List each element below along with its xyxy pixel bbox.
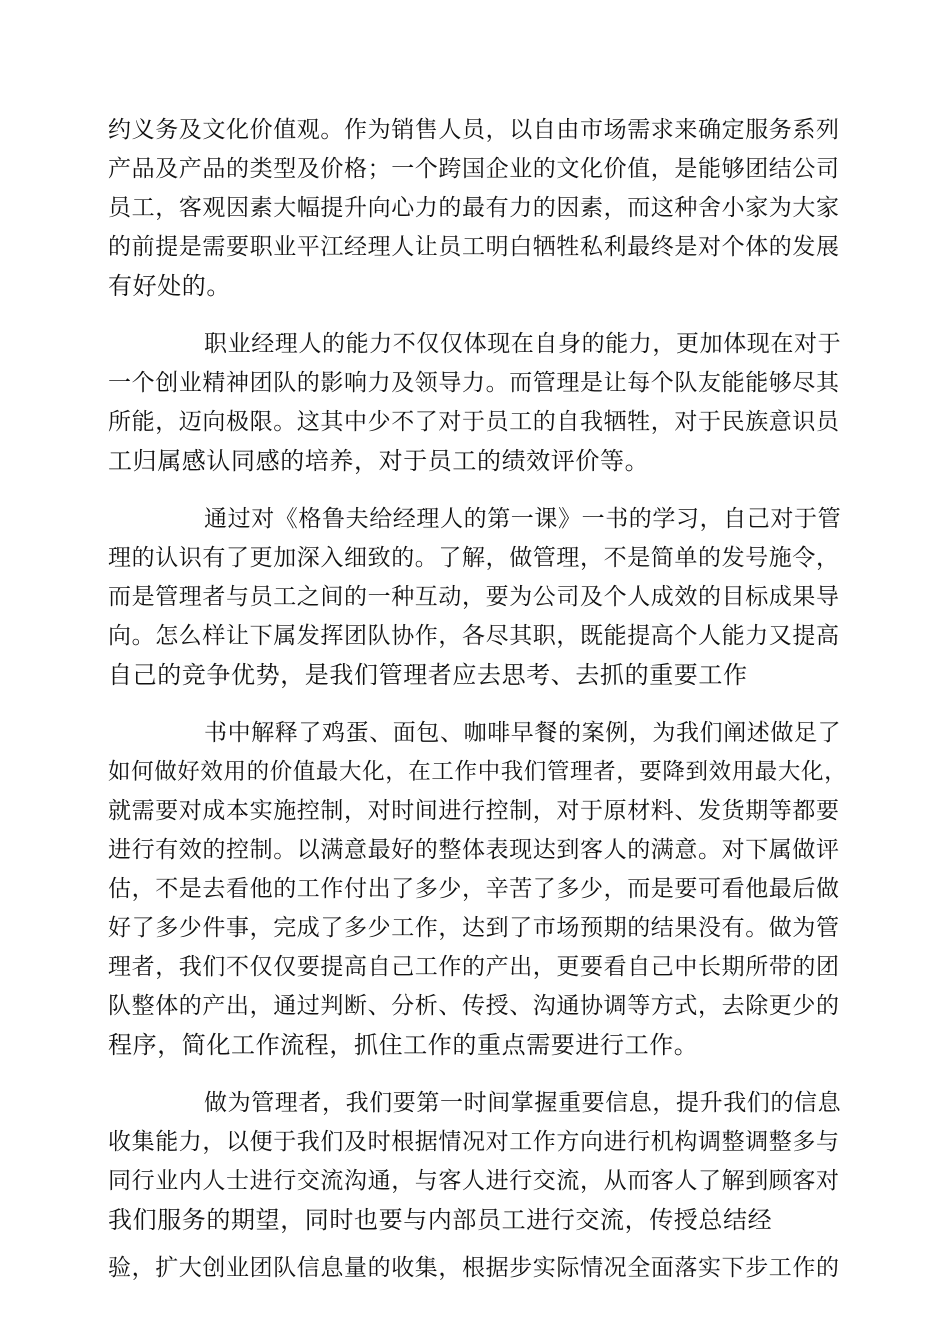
text-line: 程序，简化工作流程，抓住工作的重点需要进行工作。 <box>108 1031 699 1059</box>
text-line: 验，扩大创业团队信息量的收集，根据步实际情况全面落实下步工作的 <box>108 1255 840 1281</box>
text-line: 如何做好效用的价值最大化，在工作中我们管理者，要降到效用最大化， <box>108 759 848 785</box>
text-line: 好了多少件事，完成了多少工作，达到了市场预期的结果没有。做为管 <box>108 915 840 941</box>
text-line: 理者，我们不仅仅要提高自己工作的产出，更要看自己中长期所带的团 <box>108 954 840 980</box>
text-line: 而是管理者与员工之间的一种互动，要为公司及个人成效的目标成果导 <box>108 584 840 610</box>
text-line: 所能，迈向极限。这其中少不了对于员工的自我牺牲，对于民族意识员 <box>108 409 840 435</box>
text-line: 自己的竞争优势，是我们管理者应去思考、去抓的重要工作 <box>108 661 748 689</box>
text-line: 我们服务的期望，同时也要与内部员工进行交流，传授总结经 <box>108 1206 773 1234</box>
text-line: 有好处的。 <box>108 272 231 300</box>
text-line: 向。怎么样让下属发挥团队协作，各尽其职，既能提高个人能力又提高 <box>108 623 840 649</box>
text-line: 估，不是去看他的工作付出了多少，辛苦了多少，而是要可看他最后做 <box>108 876 840 902</box>
text-line: 产品及产品的类型及价格；一个跨国企业的文化价值，是能够团结公司 <box>108 156 840 182</box>
text-line: 理的认识有了更加深入细致的。了解，做管理，不是简单的发号施令， <box>108 545 840 571</box>
text-line: 同行业内人士进行交流沟通，与客人进行交流，从而客人了解到顾客对 <box>108 1168 840 1194</box>
text-line: 做为管理者，我们要第一时间掌握重要信息，提升我们的信息 <box>204 1090 842 1116</box>
text-line: 通过对《格鲁夫给经理人的第一课》一书的学习，自己对于管 <box>204 506 842 532</box>
text-line: 就需要对成本实施控制，对时间进行控制，对于原材料、发货期等都要 <box>108 798 840 824</box>
text-line: 进行有效的控制。以满意最好的整体表现达到客人的满意。对下属做评 <box>108 837 840 863</box>
text-line: 一个创业精神团队的影响力及领导力。而管理是让每个队友能能够尽其 <box>108 370 840 396</box>
text-line: 收集能力，以便于我们及时根据情况对工作方向进行机构调整调整多与 <box>108 1129 840 1155</box>
text-line: 工归属感认同感的培养，对于员工的绩效评价等。 <box>108 447 650 475</box>
text-line: 书中解释了鸡蛋、面包、咖啡早餐的案例，为我们阐述做足了 <box>204 720 842 746</box>
text-line: 队整体的产出，通过判断、分析、传授、沟通协调等方式，去除更少的 <box>108 993 840 1019</box>
text-line: 职业经理人的能力不仅仅体现在自身的能力，更加体现在对于 <box>204 331 842 357</box>
text-line: 员工，客观因素大幅提升向心力的最有力的因素，而这种舍小家为大家 <box>108 195 840 221</box>
text-line: 约义务及文化价值观。作为销售人员，以自由市场需求来确定服务系列 <box>108 117 840 143</box>
text-line: 的前提是需要职业平江经理人让员工明白牺牲私利最终是对个体的发展 <box>108 234 840 260</box>
